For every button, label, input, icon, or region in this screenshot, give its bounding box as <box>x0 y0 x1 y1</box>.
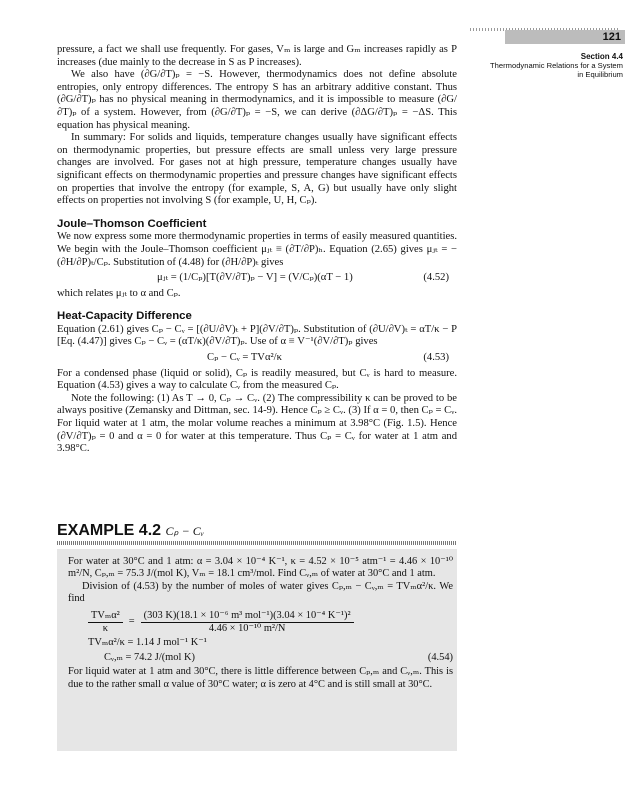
fraction-numerator: (303 K)(18.1 × 10⁻⁶ m³ mol⁻¹)(3.04 × 10⁻⁴ K⁻¹)² <box>141 610 354 623</box>
equation-4-52 <box>57 272 457 285</box>
example-result: TVₘα²/κ = 1.14 J mol⁻¹ K⁻¹ <box>88 637 207 649</box>
fraction-numerator: TVₘα² <box>88 610 123 623</box>
fraction-denominator: 4.46 × 10⁻¹⁰ m²/N <box>208 623 286 635</box>
example-paragraph: For liquid water at 1 atm and 30°C, there is little difference between Cₚ,ₘ and Cᵥ,ₘ. This is due to the rather small α value of 30°C water; α is zero at 4°C and is still small at 30°C. <box>68 666 453 690</box>
equation-number: (4.52) <box>423 272 449 284</box>
paragraph: Equation (2.61) gives Cₚ − Cᵥ = [(∂U/∂V)ₜ + P](∂V/∂T)ₚ. Substitution of (∂U/∂V)ₜ = αT/κ − P [Eq. (4.47)] gives Cₚ − Cᵥ = (αT/κ)(∂V/∂T)ₚ. Use of α ≡ V⁻¹(∂V/∂T)ₚ gives <box>57 323 457 348</box>
equation-number: (4.53) <box>423 352 449 364</box>
heading-joule-thomson: Joule–Thomson Coefficient <box>57 217 207 230</box>
main-column <box>57 44 457 456</box>
section-title: Thermodynamic Relations for a System in Equilibrium <box>490 61 623 79</box>
paragraph: For a condensed phase (liquid or solid), Cₚ is readily measured, but Cᵥ is hard to measure. Equation (4.53) gives a way to calculate Cᵥ from the measured Cₚ. <box>57 367 457 392</box>
equation-text: Cₚ − Cᵥ = TVα²/κ <box>207 352 282 364</box>
example-result: Cᵥ,ₘ = 74.2 J/(mol K) <box>104 651 195 663</box>
page-number: 121 <box>505 30 625 44</box>
paragraph: We now express some more thermodynamic properties in terms of easily measured quantities. We begin with the Joule–Thomson coefficient μⱼₜ ≡ (∂T/∂P)ₕ. Equation (2.65) gives μⱼₜ = −(∂H/∂P)ₜ/Cₚ. Substitution of (4.48) for (∂H/∂P)ₜ gives <box>57 231 457 268</box>
fraction-denominator: κ <box>102 623 109 635</box>
paragraph: pressure, a fact we shall use frequently. For gases, Vₘ is large and Gₘ increases rapidly as P increases (due mainly to the decrease in S as P increases). <box>57 44 457 68</box>
equation-text: μⱼₜ = (1/Cₚ)[T(∂V/∂T)ₚ − V] = (V/Cₚ)(αT − 1) <box>157 272 353 284</box>
example-rule <box>57 541 457 545</box>
fraction-rhs <box>141 610 354 636</box>
section-sidebar <box>490 52 623 79</box>
fraction-lhs <box>88 610 123 636</box>
paragraph: We also have (∂G/∂T)ₚ = −S. However, thermodynamics does not define absolute entropies, only entropy differences. The entropy S has an arbitrary additive constant. Thus (∂G/∂T)ₚ has no physical meaning in thermodynamics, and it is impossible to measure (∂G/∂T)ₚ of a system. However, from (∂G/∂T)ₚ = −S, we can derive (∂ΔG/∂T)ₚ = −ΔS. This equation has physical meaning. <box>57 69 457 131</box>
example-paragraph: Division of (4.53) by the number of moles of water gives Cₚ,ₘ − Cᵥ,ₘ = TVₘα²/κ. We find <box>68 580 453 605</box>
equation-4-53 <box>57 352 457 365</box>
equation-number: (4.54) <box>427 651 453 663</box>
example-heading <box>57 522 457 540</box>
section-label: Section 4.4 <box>580 52 623 61</box>
paragraph: which relates μⱼₜ to α and Cₚ. <box>57 287 181 299</box>
example-fraction: $\frac{\text{TVₘα²}}{\kappa}$ = $\frac{\text{(303 K)(18.1 × 10⁻⁶ m³ mol⁻¹)(3.04 × 10⁻⁴ K⁻¹)²}}{\text{4.46 × 10⁻¹⁰ m²/N}}$ <box>68 610 453 636</box>
example-label: EXAMPLE 4.2 <box>57 522 162 539</box>
example-paragraph: For water at 30°C and 1 atm: α = 3.04 × 10⁻⁴ K⁻¹, κ = 4.52 × 10⁻⁵ atm⁻¹ = 4.46 × 10⁻¹⁰ m²/N, Cₚ,ₘ = 75.3 J/(mol K), Vₘ = 18.1 cm³/mol. Find Cᵥ,ₘ of water at 30°C and 1 atm. <box>68 556 453 580</box>
heading-heat-capacity: Heat-Capacity Difference <box>57 310 192 323</box>
example-body <box>68 556 453 691</box>
example-subtitle: Cₚ − Cᵥ <box>165 524 205 538</box>
paragraph: Note the following: (1) As T → 0, Cₚ → Cᵥ. (2) The compressibility κ can be proved to be always positive (Zemansky and Dittman, sec. 14-9). Hence Cₚ ≥ Cᵥ. (3) If α = 0, then Cₚ = Cᵥ. For liquid water at 1 atm, the molar volume reaches a minimum at 3.98°C (Fig. 1.5). Hence (∂V/∂T)ₚ = 0 and α = 0 for water at this temperature. Thus Cₚ = Cᵥ for water at 1 atm and 3.98°C. <box>57 392 457 455</box>
equation-4-54 <box>68 652 453 664</box>
paragraph: In summary: For solids and liquids, temperature changes usually have significant effects on thermodynamic properties, but pressure effects are small unless very large pressure changes are involved. For gases not at high pressure, temperature changes usually have significant effects on thermodynamic properties and pressure changes have significant effects on properties that involve the entropy (for example, S, A, G) but usually have only slight effects on properties not involving S (for example, U, H, Cₚ). <box>57 132 457 207</box>
